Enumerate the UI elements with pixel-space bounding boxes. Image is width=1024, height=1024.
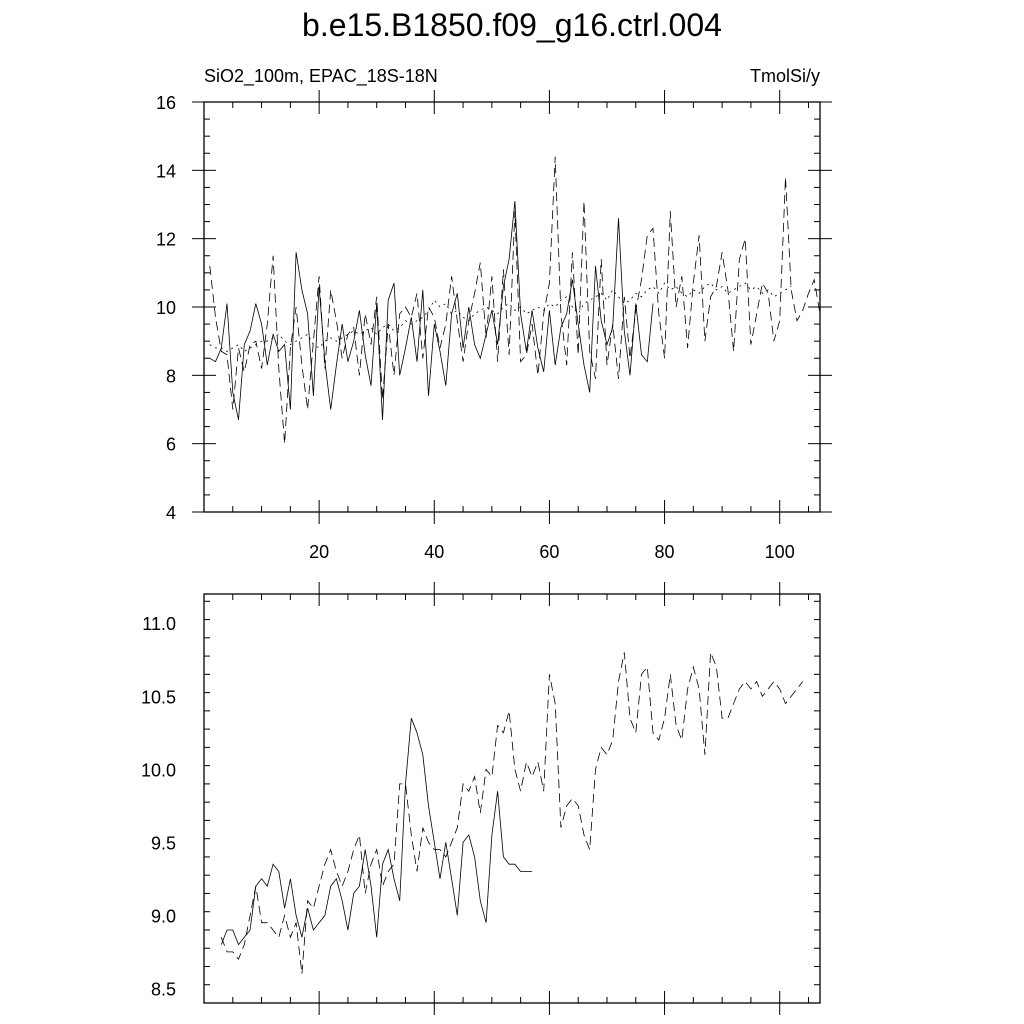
y-tick-label: 9.5 bbox=[150, 833, 176, 854]
x-tick-label: 80 bbox=[654, 542, 675, 562]
bottom-panel bbox=[141, 582, 820, 1015]
y-tick-label: 10.5 bbox=[140, 687, 176, 708]
y-tick-label: 4 bbox=[165, 503, 176, 523]
x-tick-label: 20 bbox=[309, 542, 330, 562]
y-tick-label: 10 bbox=[155, 298, 176, 318]
y-tick-label: 10.0 bbox=[140, 760, 176, 781]
plot-frame bbox=[204, 594, 820, 1003]
y-tick-label: 9.0 bbox=[150, 906, 176, 927]
series-line-solid bbox=[210, 201, 653, 420]
top-panel-right-label: TmolSi/y bbox=[749, 66, 820, 86]
y-tick-label: 16 bbox=[155, 93, 176, 113]
series-line-solid bbox=[221, 718, 532, 944]
y-tick-label: 8.5 bbox=[150, 979, 176, 1000]
x-tick-label: 40 bbox=[424, 542, 445, 562]
y-tick-label: 8 bbox=[165, 366, 176, 387]
series-line-dashed bbox=[210, 157, 820, 444]
top-panel-left-label: SiO2_100m, EPAC_18S-18N bbox=[204, 66, 438, 86]
y-tick-label: 14 bbox=[155, 161, 176, 182]
y-tick-label: 12 bbox=[155, 229, 176, 250]
y-tick-label: 11.0 bbox=[142, 614, 176, 635]
x-tick-label: 60 bbox=[539, 542, 560, 562]
series-line-dashed bbox=[221, 652, 802, 973]
figure-title: b.e15.B1850.f09_g16.ctrl.004 bbox=[302, 7, 722, 43]
top-panel bbox=[156, 66, 832, 562]
x-tick-label: 100 bbox=[764, 542, 795, 562]
y-tick-label: 6 bbox=[165, 434, 176, 455]
